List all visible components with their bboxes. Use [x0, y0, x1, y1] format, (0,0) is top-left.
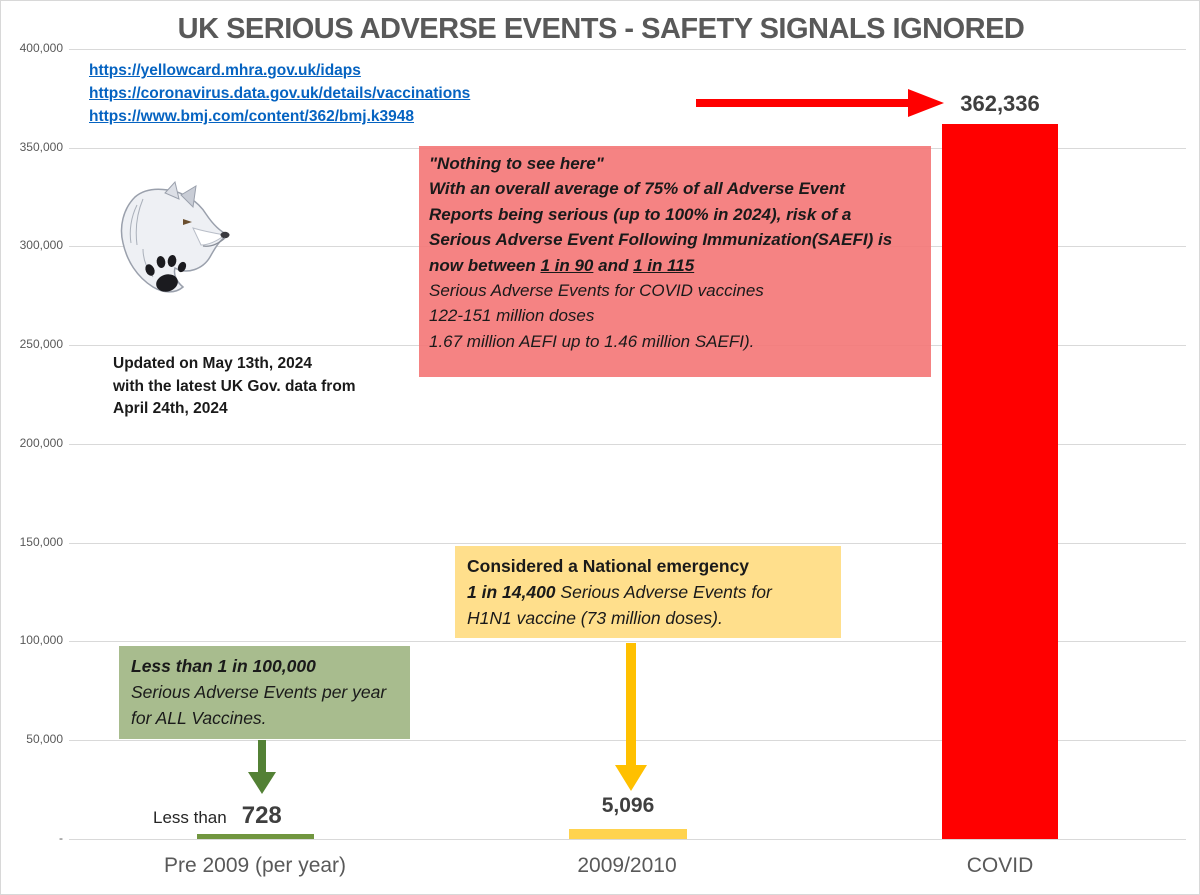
red-box-line: Serious Adverse Event Following Immunization(SAEFI) is — [429, 230, 893, 250]
category-label-h1n1: 2009/2010 — [577, 854, 677, 877]
red-box-line: 1.67 million AEFI up to 1.46 million SAEFI). — [429, 331, 755, 351]
updated-note-line: Updated on May 13th, 2024 — [113, 355, 312, 372]
yellow-box-line: 1 in 14,400 Serious Adverse Events for — [467, 582, 772, 602]
yellow-box-line: H1N1 vaccine (73 million doses). — [467, 608, 723, 628]
bar-h1n1 — [569, 829, 687, 839]
y-axis-tick: 350,000 — [19, 140, 63, 154]
gridline — [69, 839, 1186, 840]
value-label-pre2009 — [153, 802, 282, 830]
category-label-covid: COVID — [966, 854, 1034, 877]
green-box-line: Serious Adverse Events per year — [131, 682, 387, 702]
updated-note — [113, 353, 356, 421]
wolf-logo — [113, 181, 238, 303]
yellow-annotation-box — [455, 546, 841, 638]
y-axis-tick: 200,000 — [19, 436, 63, 450]
y-axis-tick: 300,000 — [19, 238, 63, 252]
y-axis-tick: 400,000 — [19, 41, 63, 55]
green-arrow-icon — [247, 740, 277, 796]
green-annotation-box — [119, 646, 410, 739]
red-annotation-box — [419, 146, 931, 377]
red-box-line: With an overall average of 75% of all Adverse Event — [429, 179, 845, 199]
y-axis-tick: 250,000 — [19, 337, 63, 351]
link-bmj[interactable]: https://www.bmj.com/content/362/bmj.k3948 — [89, 108, 415, 125]
value-prefix: Less than — [153, 808, 227, 827]
red-box-line: "Nothing to see here" — [429, 154, 604, 173]
y-axis-tick: 50,000 — [26, 732, 63, 746]
red-arrow-icon — [696, 87, 946, 119]
link-coronavirus-data[interactable]: https://coronavirus.data.gov.uk/details/vaccinations — [89, 85, 471, 102]
red-box-line: Reports being serious (up to 100% in 2024), risk of a — [429, 204, 852, 224]
bar-pre2009 — [197, 834, 314, 839]
link-yellowcard[interactable]: https://yellowcard.mhra.gov.uk/idaps — [89, 62, 361, 79]
value-number: 728 — [241, 802, 282, 829]
updated-note-line: with the latest UK Gov. data from — [113, 377, 356, 395]
green-box-line: Less than 1 in 100,000 — [131, 656, 316, 676]
red-box-line: Serious Adverse Events for COVID vaccines — [429, 281, 764, 301]
category-label-pre2009: Pre 2009 (per year) — [163, 854, 347, 877]
value-label-h1n1: 5,096 — [601, 794, 655, 817]
bar-covid — [942, 124, 1058, 839]
red-box-line: now between 1 in 90 and 1 in 115 — [429, 255, 695, 275]
updated-note-line: April 24th, 2024 — [113, 400, 228, 417]
value-label-covid: 362,336 — [960, 91, 1040, 116]
y-axis-tick: 100,000 — [19, 633, 63, 647]
gold-arrow-icon — [613, 643, 649, 793]
red-box-line: 122-151 million doses — [429, 306, 595, 326]
gridline — [69, 49, 1186, 50]
y-axis-tick: - — [59, 831, 63, 845]
chart-title: UK SERIOUS ADVERSE EVENTS - SAFETY SIGNALS IGNORED — [177, 13, 1025, 45]
green-box-line: for ALL Vaccines. — [131, 708, 267, 728]
y-axis-tick: 150,000 — [19, 535, 63, 549]
source-links — [89, 59, 470, 128]
yellow-box-line: Considered a National emergency — [467, 556, 750, 576]
